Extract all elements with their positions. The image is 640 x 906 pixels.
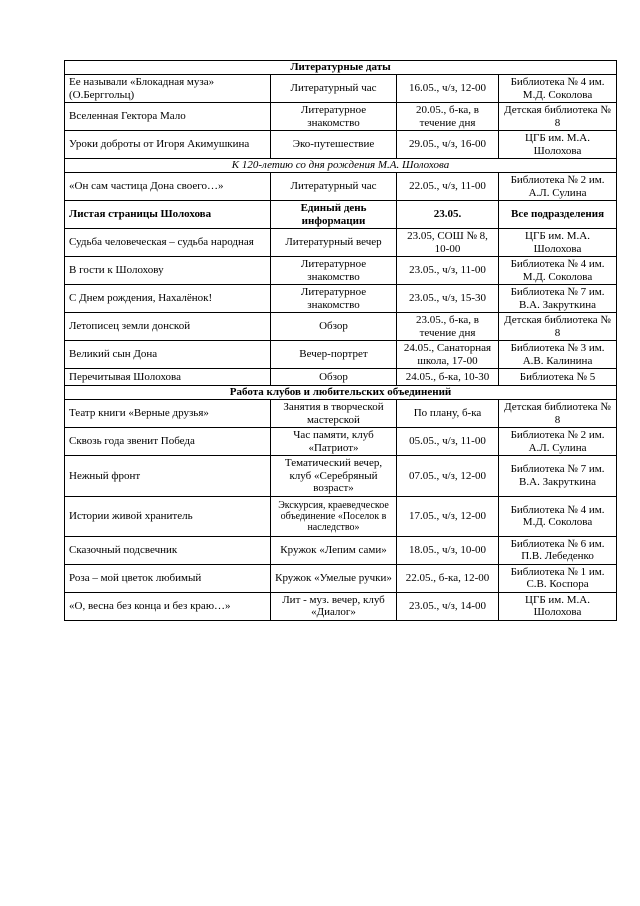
event-title-cell: Ее называли «Блокадная муза» (О.Берггольц): [65, 75, 271, 103]
table-row: [65, 496, 617, 536]
event-title-cell: «Он сам частица Дона своего…»: [65, 173, 271, 201]
section-title: Литературные даты: [65, 61, 617, 75]
section-header-row: [65, 386, 617, 400]
event-place-cell: Библиотека № 5: [499, 369, 617, 386]
event-date-cell: 23.05, СОШ № 8, 10-00: [397, 229, 499, 257]
event-place-cell: Библиотека № 6 им. П.В. Лебеденко: [499, 536, 617, 564]
table-row: [65, 341, 617, 369]
table-row: [65, 131, 617, 159]
event-place-cell: ЦГБ им. М.А. Шолохова: [499, 229, 617, 257]
event-place-cell: Библиотека № 3 им. А.В. Калинина: [499, 341, 617, 369]
event-date-cell: 17.05., ч/з, 12-00: [397, 496, 499, 536]
section-header-row: [65, 61, 617, 75]
events-table: [64, 60, 617, 621]
event-title-cell: Театр книги «Верные друзья»: [65, 400, 271, 428]
table-row: [65, 103, 617, 131]
event-title-cell: Листая страницы Шолохова: [65, 201, 271, 229]
event-date-cell: 23.05., ч/з, 14-00: [397, 592, 499, 620]
event-place-cell: ЦГБ им. М.А. Шолохова: [499, 131, 617, 159]
table-row: [65, 173, 617, 201]
event-title-cell: Перечитывая Шолохова: [65, 369, 271, 386]
event-place-cell: ЦГБ им. М.А. Шолохова: [499, 592, 617, 620]
event-date-cell: По плану, б-ка: [397, 400, 499, 428]
event-date-cell: 22.05., ч/з, 11-00: [397, 173, 499, 201]
event-form-cell: Литературное знакомство: [271, 257, 397, 285]
event-form-cell: Литературный вечер: [271, 229, 397, 257]
event-form-cell: Час памяти, клуб «Патриот»: [271, 428, 397, 456]
table-row: [65, 257, 617, 285]
table-row: [65, 428, 617, 456]
table-row: [65, 456, 617, 497]
event-place-cell: Детская библиотека № 8: [499, 400, 617, 428]
event-date-cell: 16.05., ч/з, 12-00: [397, 75, 499, 103]
event-title-cell: Сквозь года звенит Победа: [65, 428, 271, 456]
event-form-cell: Экскурсия, краеведческое объединение «Поселок в наследство»: [271, 496, 397, 536]
event-form-cell: Занятия в творческой мастерской: [271, 400, 397, 428]
event-form-cell: Вечер-портрет: [271, 341, 397, 369]
subsection-header-row: [65, 159, 617, 173]
event-date-cell: 24.05., б-ка, 10-30: [397, 369, 499, 386]
event-place-cell: Детская библиотека № 8: [499, 103, 617, 131]
event-form-cell: Эко-путешествие: [271, 131, 397, 159]
event-date-cell: 22.05., б-ка, 12-00: [397, 564, 499, 592]
event-place-cell: Детская библиотека № 8: [499, 313, 617, 341]
event-place-cell: Библиотека № 2 им. А.Л. Сулина: [499, 173, 617, 201]
event-place-cell: Библиотека № 4 им. М.Д. Соколова: [499, 75, 617, 103]
event-date-cell: 23.05., ч/з, 11-00: [397, 257, 499, 285]
event-date-cell: 23.05.: [397, 201, 499, 229]
event-form-cell: Единый день информации: [271, 201, 397, 229]
event-form-cell: Литературное знакомство: [271, 285, 397, 313]
table-row: [65, 229, 617, 257]
table-row: [65, 201, 617, 229]
table-row: [65, 369, 617, 386]
event-form-cell: Кружок «Лепим сами»: [271, 536, 397, 564]
event-title-cell: Истории живой хранитель: [65, 496, 271, 536]
event-form-cell: Тематический вечер, клуб «Серебряный возраст»: [271, 456, 397, 497]
event-form-cell: Кружок «Умелые ручки»: [271, 564, 397, 592]
events-table-body: [65, 61, 617, 621]
table-row: [65, 285, 617, 313]
table-row: [65, 75, 617, 103]
event-place-cell: Библиотека № 1 им. С.В. Коспора: [499, 564, 617, 592]
table-row: [65, 313, 617, 341]
event-place-cell: Все подразделения: [499, 201, 617, 229]
event-title-cell: «О, весна без конца и без краю…»: [65, 592, 271, 620]
table-row: [65, 592, 617, 620]
table-row: [65, 400, 617, 428]
event-form-cell: Литературный час: [271, 75, 397, 103]
event-date-cell: 05.05., ч/з, 11-00: [397, 428, 499, 456]
event-date-cell: 23.05., ч/з, 15-30: [397, 285, 499, 313]
event-date-cell: 07.05., ч/з, 12-00: [397, 456, 499, 497]
table-row: [65, 564, 617, 592]
event-place-cell: Библиотека № 7 им. В.А. Закруткина: [499, 285, 617, 313]
section-title: Работа клубов и любительских объединений: [65, 386, 617, 400]
event-form-cell: Обзор: [271, 313, 397, 341]
event-title-cell: Нежный фронт: [65, 456, 271, 497]
event-title-cell: Великий сын Дона: [65, 341, 271, 369]
event-date-cell: 29.05., ч/з, 16-00: [397, 131, 499, 159]
event-date-cell: 18.05., ч/з, 10-00: [397, 536, 499, 564]
event-date-cell: 23.05., б-ка, в течение дня: [397, 313, 499, 341]
section-title: К 120-летию со дня рождения М.А. Шолохова: [65, 159, 617, 173]
event-title-cell: Вселенная Гектора Мало: [65, 103, 271, 131]
event-title-cell: В гости к Шолохову: [65, 257, 271, 285]
event-place-cell: Библиотека № 4 им. М.Д. Соколова: [499, 257, 617, 285]
event-date-cell: 20.05., б-ка, в течение дня: [397, 103, 499, 131]
event-place-cell: Библиотека № 7 им. В.А. Закруткина: [499, 456, 617, 497]
table-row: [65, 536, 617, 564]
event-title-cell: Судьба человеческая – судьба народная: [65, 229, 271, 257]
document-page: [64, 60, 616, 621]
event-date-cell: 24.05., Санаторная школа, 17-00: [397, 341, 499, 369]
event-title-cell: Уроки доброты от Игоря Акимушкина: [65, 131, 271, 159]
event-title-cell: Роза – мой цветок любимый: [65, 564, 271, 592]
event-form-cell: Литературное знакомство: [271, 103, 397, 131]
event-form-cell: Обзор: [271, 369, 397, 386]
event-title-cell: Летописец земли донской: [65, 313, 271, 341]
event-title-cell: С Днем рождения, Нахалёнок!: [65, 285, 271, 313]
event-place-cell: Библиотека № 4 им. М.Д. Соколова: [499, 496, 617, 536]
event-title-cell: Сказочный подсвечник: [65, 536, 271, 564]
event-place-cell: Библиотека № 2 им. А.Л. Сулина: [499, 428, 617, 456]
event-form-cell: Лит - муз. вечер, клуб «Диалог»: [271, 592, 397, 620]
event-form-cell: Литературный час: [271, 173, 397, 201]
